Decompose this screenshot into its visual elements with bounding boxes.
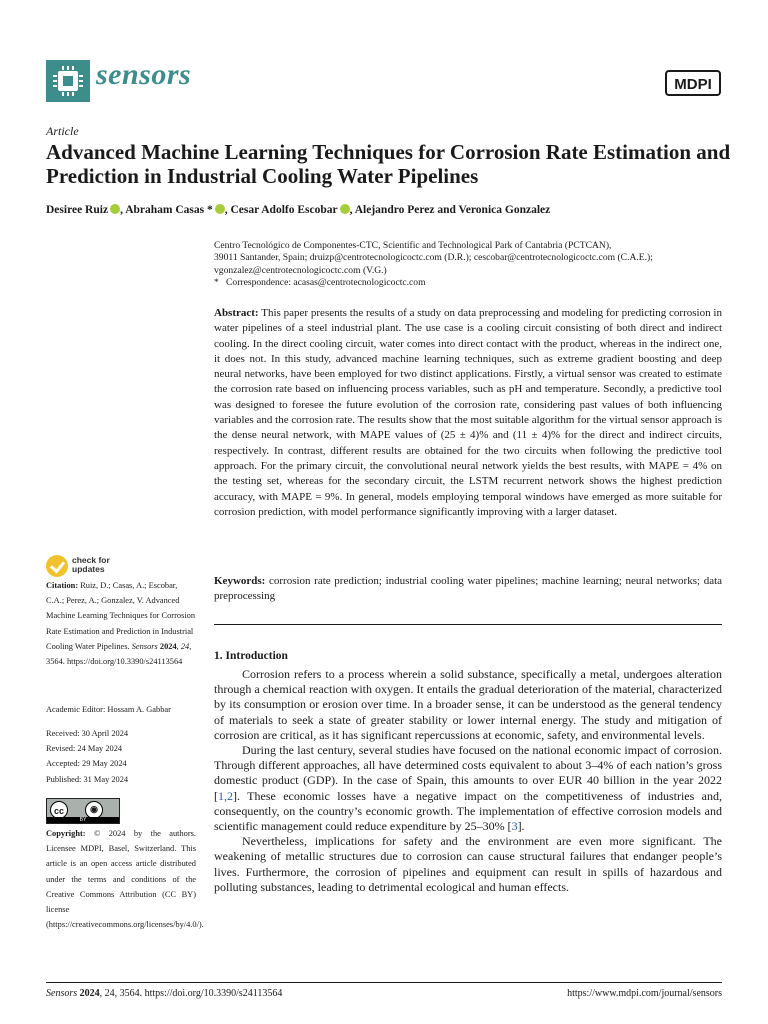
affiliations	[214, 240, 734, 290]
journal-url-link[interactable]: https://www.mdpi.com/journal/sensors	[567, 988, 722, 999]
citation-doi[interactable]: , 3564. https://doi.org/10.3390/s24113564	[46, 641, 192, 667]
citation-text: Ruiz, D.; Casas, A.; Escobar, C.A.; Perez, A.; Gonzalez, V. Advanced Machine Learning Techniques for Corrosion Rate Estimation and Prediction in Industrial Cooling Water Pipelines.	[46, 581, 196, 651]
author-name: Alejandro Perez and Veronica Gonzalez	[354, 204, 551, 216]
date-revised: Revised: 24 May 2024	[46, 744, 123, 754]
article-type: Article	[46, 124, 79, 138]
footer-divider	[46, 982, 722, 983]
paragraph: Corrosion refers to a process wherein a solid substance, specifically a metal, undergoes alteration through a chemical reaction with oxygen. It entails the gradual deterioration of the material, characterized by its consumption or erosion over time. In a broader sense, it can be understood as the general tendency of materials to seek a state of greater stability or lower internal energy. The study and mitigation of corrosion are critical, as it has significant repercussions at economic, safety, and environmental levels.	[214, 667, 722, 742]
academic-editor: Academic Editor: Hossam A. Gabbar	[46, 705, 171, 714]
orcid-icon[interactable]	[110, 204, 120, 214]
affiliation-line: vgonzalez@centrotecnologicoctc.com (V.G.)	[214, 264, 387, 276]
abstract-label: Abstract:	[214, 307, 259, 319]
author-list: Desiree Ruiz , Abraham Casas * , Cesar Adolfo Escobar , Alejandro Perez and Veronica Gonzalez	[46, 204, 551, 216]
publisher-logo[interactable]: MDPI	[665, 70, 721, 96]
author-name: Cesar Adolfo Escobar	[230, 204, 338, 216]
date-received: Received: 30 April 2024	[46, 729, 129, 738]
date-published: Published: 31 May 2024	[46, 774, 129, 784]
citation-link[interactable]: 3	[511, 819, 518, 834]
keywords-text: corrosion rate prediction; industrial cooling water pipelines; machine learning; neural networks; data preprocessing	[214, 575, 723, 603]
cc-by-license-badge[interactable]: cc ◉ BY	[46, 798, 120, 824]
copyright-notice	[46, 826, 204, 932]
abstract	[214, 306, 722, 520]
orcid-icon[interactable]	[340, 204, 350, 214]
citation-block: Citation: Ruiz, D.; Casas, A.; Escobar, C.A.; Perez, A.; Gonzalez, V. Advanced Machine Learning Techniques for Corrosion Rate Estimation and Prediction in Industrial Cooling Water Pipelines. Sensors 2024, 24, 3564. https://doi.org/10.3390/s24113564	[46, 581, 196, 667]
chip-icon	[58, 71, 78, 91]
check-icon	[46, 555, 68, 577]
journal-logo	[46, 60, 90, 102]
author-name: Desiree Ruiz	[46, 204, 109, 216]
paragraph: Nevertheless, implications for safety and the environment are even more significant. The weakening of metallic structures due to corrosion can cause structural failures that endanger people’s lives. Furthermore, the corrosion of pipelines and equipment can result in spills of hazardous and polluting substances, leading to detrimental ecological and human effects.	[214, 834, 722, 894]
keywords	[214, 574, 722, 605]
article-title: Advanced Machine Learning Techniques for Corrosion Rate Estimation and Prediction in Industrial Cooling Water Pipelines	[46, 140, 731, 188]
orcid-icon[interactable]	[215, 204, 225, 214]
creative-commons-icon: cc	[50, 801, 68, 819]
paragraph: During the last century, several studies have focused on the national economic impact of corrosion. Through different approaches, all have determined costs equivalent to about 3–4% of each nation’s gross domestic product (GDP). In the case of Spain, this amounts to over EUR 40 billion in the year 2022 [1,2]. These economic losses have a negative impact on the competitiveness of industries and, consequently, on the country’s economic growth. The implementation of effective corrosion models and scientific management could reduce expenditure by 25–30% [3].	[214, 743, 722, 834]
section-heading: 1. Introduction	[214, 650, 288, 662]
footer-citation: Sensors 2024, 24, 3564. https://doi.org/10.3390/s24113564	[46, 988, 283, 999]
citation-label: Citation:	[46, 581, 79, 590]
publication-dates	[46, 726, 196, 787]
correspondence: * Correspondence: acasas@centrotecnologicoctc.com	[214, 277, 426, 289]
affiliation-line: Centro Tecnológico de Componentes-CTC, Scientific and Technological Park of Cantabria (PCTCAN),	[214, 240, 612, 251]
date-accepted: Accepted: 29 May 2024	[46, 759, 127, 769]
section-divider	[214, 624, 722, 625]
author-name: Abraham Casas	[125, 204, 205, 216]
copyright-text: © 2024 by the authors. Licensee MDPI, Basel, Switzerland. This article is an open access article distributed under the terms and conditions of the Creative Commons Attribution (CC BY) license (https://creativecommons.org/licenses/by/4.0/).	[46, 829, 204, 930]
check-for-updates-button[interactable]: check for updates	[46, 555, 146, 579]
attribution-icon: ◉	[85, 801, 103, 819]
affiliation-line: 39011 Santander, Spain; druizp@centrotecnologicoctc.com (D.R.); cescobar@centrotecnologicoctc.com (C.A.E.);	[214, 252, 653, 264]
abstract-text: This paper presents the results of a study on data preprocessing and modeling for predicting corrosion in water pipelines of a steel industrial plant. The use case is a cooling circuit consisting of both direct and indirect cooling. In the direct cooling circuit, water comes into direct contact with the product, whereas in the indirect one, it does not. In this study, advanced machine learning techniques, such as extreme gradient boosting and deep neural networks, have been employed for two distinct applications. Firstly, a virtual sensor was created to estimate the corrosion rate based on influencing process variables, such as pH and temperature. Secondly, a predictive tool was designed to foresee the future evolution of the corrosion rate, considering past values of both influencing variables and the corrosion rate. The results show that the most suitable algorithm for the virtual sensor approach is the dense neural network, with MAPE values of (25 ± 4)% and (11 ± 4)% for the direct and indirect circuits, respectively. In contrast, different results are obtained for the two circuits when following the predictive tool approach. For the primary circuit, the convolutional neural network yields the best results, with MAPE = 4% on the testing set, whereas for the secondary circuit, the LSTM recurrent network shows the highest prediction accuracy, with MAPE = 9%. In general, models employing temporal windows have emerged as more suitable for corrosion prediction, with model performance significantly improving with a larger dataset.	[214, 307, 722, 518]
citation-link[interactable]: 1,2	[218, 788, 233, 803]
copyright-label: Copyright:	[46, 829, 86, 838]
keywords-label: Keywords:	[214, 575, 266, 587]
journal-name[interactable]: sensors	[96, 58, 192, 91]
body-text	[214, 667, 722, 895]
